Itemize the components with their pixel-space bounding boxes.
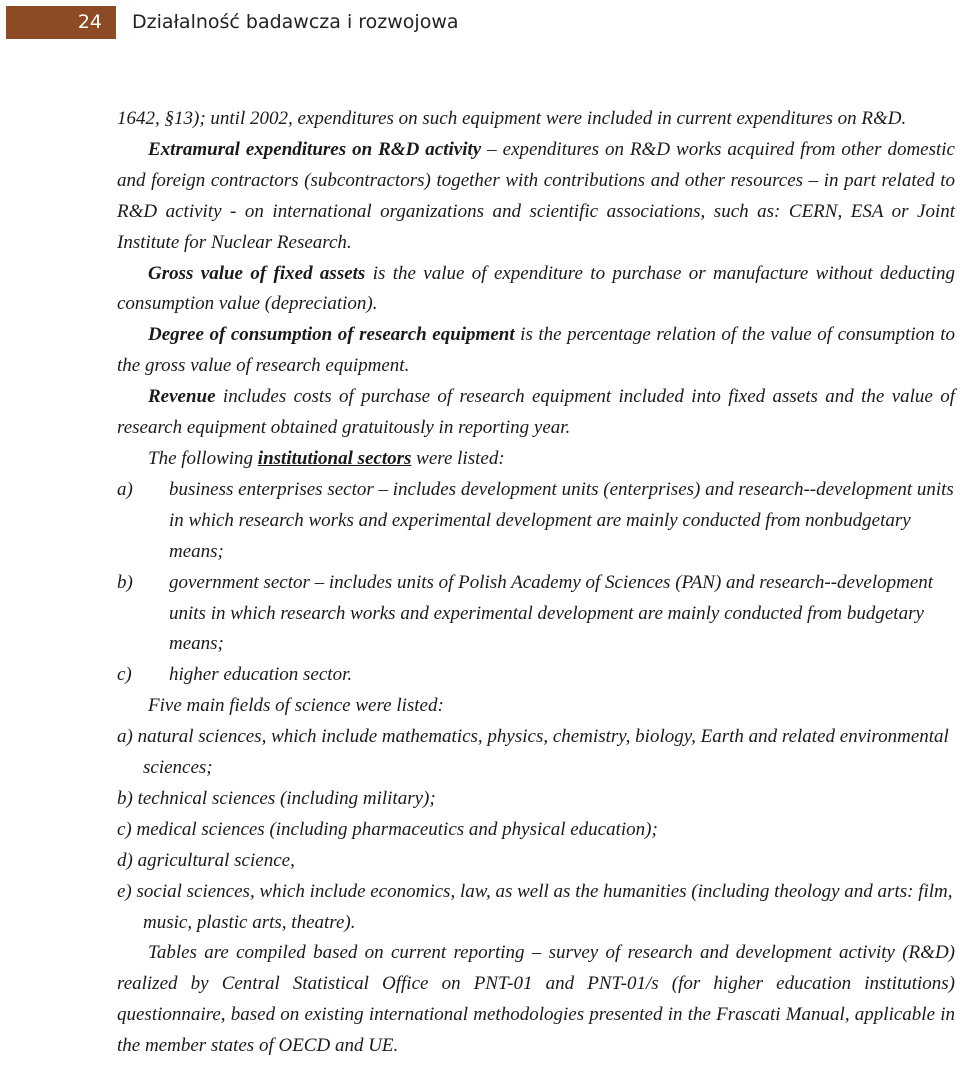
term-extramural: Extramural expenditures on R&D activity — [148, 138, 482, 160]
definition-text: is the value of expenditure to purchase or manufacture without deducting consumption value (depreciation). — [117, 262, 955, 315]
list-item-text: business enterprises sector – includes development units (enterprises) and research--development units in which research works and experimental development are mainly conducted from nonbudgetary means; — [169, 478, 954, 562]
list-item-text: government sector – includes units of Polish Academy of Sciences (PAN) and research--development units in which research works and experimental development are mainly conducted from budgetary means; — [169, 571, 934, 655]
closing-paragraph: Tables are compiled based on current reporting – survey of research and development activity (R&D) realized by Central Statistical Office on PNT-01 and PNT-01/s (for higher education institutions) questionnaire, based on existing international methodologies presented in the Frascati Manual, applicable in the member states of OECD and UE. — [117, 942, 955, 1057]
list-marker: c) — [117, 664, 132, 686]
list-item: e) social sciences, which include economics, law, as well as the humanities (including theology and arts: film, music, plastic arts, theatre). — [117, 880, 953, 933]
definition-degree-consumption — [117, 320, 955, 382]
list-item: b) technical sciences (including military); — [117, 787, 436, 809]
term-degree-consumption: Degree of consumption of research equipment — [148, 324, 515, 346]
definition-gross-value — [117, 259, 955, 321]
definition-revenue — [117, 382, 955, 444]
paragraph-continuation: 1642, §13); until 2002, expenditures on such equipment were included in current expenditures on R&D. — [117, 108, 907, 129]
definition-text: includes costs of purchase of research equipment included into fixed assets and the value of research equipment obtained gratuitously in reporting year. — [117, 386, 955, 439]
chapter-title: Działalność badawcza i rozwojowa — [132, 11, 459, 33]
list-item: c) medical sciences (including pharmaceutics and physical education); — [117, 818, 658, 840]
fields-intro: Five main fields of science were listed: — [148, 695, 444, 717]
sectors-intro — [117, 444, 955, 475]
definition-text: is the percentage relation of the value of consumption to the gross value of research equipment. — [117, 324, 956, 377]
list-item: a) natural sciences, which include mathematics, physics, chemistry, biology, Earth and related environmental sciences; — [117, 726, 949, 779]
page-body — [117, 104, 955, 1062]
sectors-intro-after: were listed: — [411, 447, 505, 469]
list-item-text: higher education sector. — [169, 664, 353, 686]
sectors-intro-before: The following — [148, 447, 258, 469]
list-item: d) agricultural science, — [117, 849, 295, 871]
page-header — [0, 0, 960, 40]
list-item — [0, 660, 955, 691]
list-marker: b) — [117, 571, 133, 593]
definition-text: – expenditures on R&D works acquired from other domestic and foreign contractors (subcontractors) together with contributions and other resources – in part related to R&D activity - on international organizations and scientific associations, such as: CERN, ESA or Joint Institute for Nuclear Research. — [117, 138, 955, 253]
list-marker: a) — [117, 478, 133, 500]
term-gross-value: Gross value of fixed assets — [148, 262, 366, 284]
page-number: 24 — [6, 6, 116, 39]
term-revenue: Revenue — [148, 386, 216, 408]
term-institutional-sectors: institutional sectors — [257, 447, 412, 469]
definition-extramural — [117, 135, 955, 259]
list-item — [0, 568, 955, 661]
list-item — [0, 475, 955, 568]
